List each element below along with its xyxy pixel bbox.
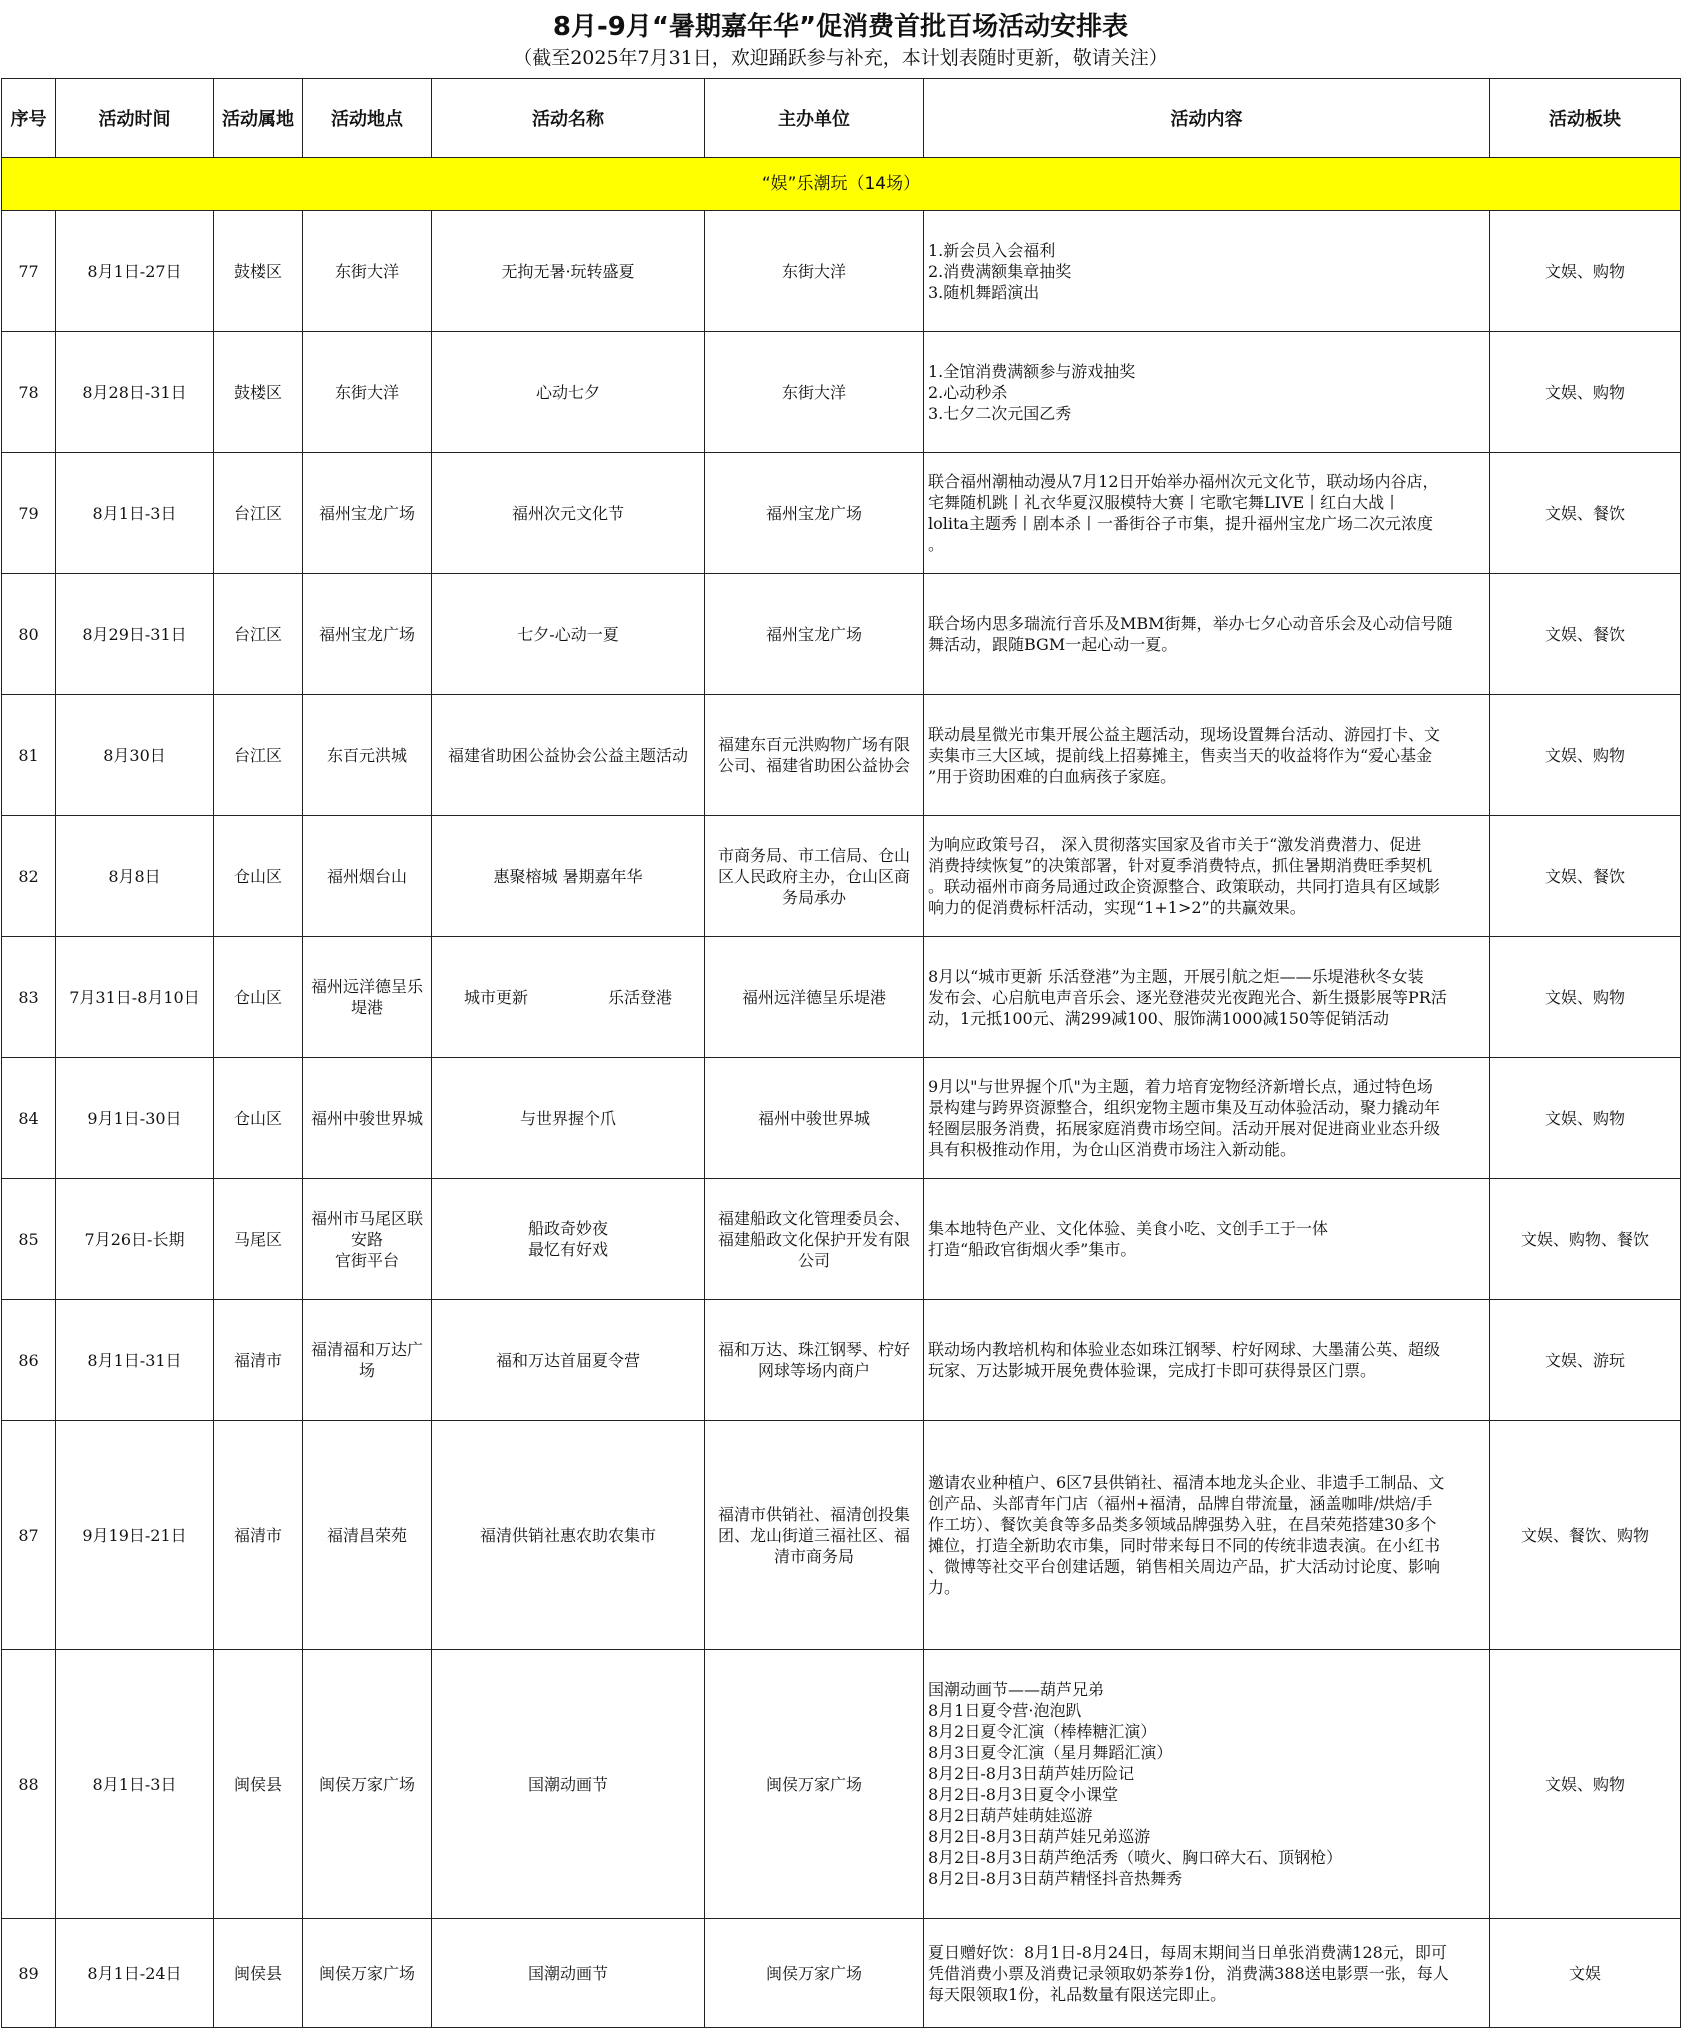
cell-content-line: 1.全馆消费满额参与游戏抽奖 bbox=[928, 361, 1136, 381]
cell-venue bbox=[303, 1421, 432, 1650]
cell-district: 闽侯县 bbox=[214, 1919, 303, 2028]
cell-content-line: 动，1元抵100元、满299减100、服饰满1000减150等促销活动 bbox=[928, 1008, 1390, 1028]
table-row bbox=[2, 937, 1681, 1058]
cell-venue-line: 闽侯万家广场 bbox=[318, 1963, 415, 1983]
cell-time: 8月1日-3日 bbox=[56, 453, 214, 574]
cell-name bbox=[432, 574, 705, 695]
cell-content-line: 8月2日-8月3日葫芦娃历险记 bbox=[928, 1764, 1135, 1783]
cell-venue bbox=[303, 937, 432, 1058]
section-title: “娱”乐潮玩（14场） bbox=[2, 158, 1681, 211]
header-row bbox=[2, 79, 1681, 158]
cell-content-line: 3.随机舞蹈演出 bbox=[928, 282, 1040, 302]
cell-venue-line: 福清福和万达广 bbox=[310, 1340, 423, 1359]
cell-content-line: 发布会、心启航电声音乐会、逐光登港荧光夜跑光合、新生摄影展等PR活 bbox=[928, 987, 1447, 1007]
cell-host bbox=[705, 1919, 924, 2028]
cell-district: 鼓楼区 bbox=[214, 332, 303, 453]
cell-host-line: 福清市供销社、福清创投集 bbox=[717, 1504, 910, 1524]
cell-name bbox=[432, 816, 705, 937]
cell-venue bbox=[303, 1919, 432, 2028]
cell-host bbox=[705, 332, 924, 453]
cell-name-line: 与世界握个爪 bbox=[519, 1108, 616, 1128]
cell-venue bbox=[303, 1179, 432, 1300]
cell-name bbox=[432, 937, 705, 1058]
cell-content-line: 凭借消费小票及消费记录领取奶茶券1份，消费满388送电影票一张，每人 bbox=[928, 1963, 1449, 1983]
cell-content-line: 8月以“城市更新 乐活登港”为主题，开展引航之炬——乐堤港秋冬女装 bbox=[928, 966, 1424, 986]
cell-content-line: 集本地特色产业、文化体验、美食小吃、文创手工于一体 bbox=[928, 1219, 1329, 1238]
cell-venue bbox=[303, 453, 432, 574]
cell-name bbox=[432, 1919, 705, 2028]
cell-no: 86 bbox=[2, 1300, 56, 1421]
table-row bbox=[2, 1919, 1681, 2028]
cell-content bbox=[924, 1919, 1490, 2028]
cell-category: 文娱、游玩 bbox=[1490, 1300, 1681, 1421]
cell-content-line: 宅舞随机跳丨礼衣华夏汉服模特大赛丨宅歌宅舞LIVE丨红白大战丨 bbox=[928, 493, 1401, 512]
cell-no: 83 bbox=[2, 937, 56, 1058]
cell-host bbox=[705, 1650, 924, 1919]
cell-name-line: 城市更新 乐活登港 bbox=[463, 987, 672, 1007]
cell-district: 台江区 bbox=[214, 574, 303, 695]
cell-content-line: 9月以"与世界握个爪"为主题，着力培育宠物经济新增长点，通过特色场 bbox=[928, 1077, 1433, 1096]
cell-content bbox=[924, 816, 1490, 937]
table-row bbox=[2, 695, 1681, 816]
cell-host-line: 福州远洋德呈乐堤港 bbox=[741, 987, 886, 1007]
cell-venue-line: 福州烟台山 bbox=[326, 866, 407, 886]
cell-venue-line: 福州远洋德呈乐 bbox=[310, 977, 423, 996]
cell-venue-line: 安路 bbox=[350, 1229, 383, 1249]
cell-category: 文娱、购物 bbox=[1490, 1058, 1681, 1179]
cell-category: 文娱、购物 bbox=[1490, 211, 1681, 332]
cell-content-line: 舞活动，跟随BGM一起心动一夏。 bbox=[928, 635, 1178, 654]
table-row bbox=[2, 1179, 1681, 1300]
cell-no: 81 bbox=[2, 695, 56, 816]
cell-name-line: 福和万达首届夏令营 bbox=[495, 1350, 640, 1370]
section-row bbox=[2, 158, 1681, 211]
cell-name bbox=[432, 1300, 705, 1421]
cell-name-line: 国潮动画节 bbox=[527, 1774, 608, 1794]
cell-time: 8月1日-31日 bbox=[56, 1300, 214, 1421]
cell-host bbox=[705, 574, 924, 695]
cell-time: 9月19日-21日 bbox=[56, 1421, 214, 1650]
table-row bbox=[2, 211, 1681, 332]
cell-content-line: 联动场内教培机构和体验业态如珠江钢琴、柠好网球、大墨蒲公英、超级 bbox=[928, 1340, 1441, 1359]
cell-host-line: 区人民政府主办，仓山区商 bbox=[717, 866, 910, 886]
cell-host bbox=[705, 1421, 924, 1650]
cell-host-line: 福建船政文化管理委员会、 bbox=[717, 1208, 910, 1228]
cell-venue-line: 东街大洋 bbox=[334, 382, 399, 402]
cell-no: 84 bbox=[2, 1058, 56, 1179]
cell-no: 88 bbox=[2, 1650, 56, 1919]
cell-time: 8月1日-3日 bbox=[56, 1650, 214, 1919]
cell-name-line: 惠聚榕城 暑期嘉年华 bbox=[493, 866, 643, 886]
cell-name bbox=[432, 211, 705, 332]
cell-district: 鼓楼区 bbox=[214, 211, 303, 332]
cell-content-line: 国潮动画节——葫芦兄弟 bbox=[928, 1680, 1105, 1699]
cell-content-line: 为响应政策号召， 深入贯彻落实国家及省市关于“激发消费潜力、促进 bbox=[928, 835, 1422, 854]
cell-content-line: 打造“船政官街烟火季”集市。 bbox=[928, 1240, 1137, 1259]
cell-content-line: 力。 bbox=[928, 1578, 961, 1597]
cell-name-line: 船政奇妙夜 bbox=[527, 1219, 608, 1238]
cell-content bbox=[924, 1058, 1490, 1179]
table-row bbox=[2, 1650, 1681, 1919]
cell-content-line: 作工坊）、餐饮美食等多品类多领域品牌强势入驻，在昌荣苑搭建30多个 bbox=[928, 1515, 1437, 1534]
cell-content bbox=[924, 332, 1490, 453]
cell-district: 福清市 bbox=[214, 1421, 303, 1650]
cell-content bbox=[924, 1421, 1490, 1650]
cell-name bbox=[432, 1179, 705, 1300]
cell-host-line: 东街大洋 bbox=[781, 382, 846, 402]
cell-content-line: 摊位，打造全新助农市集，同时带来每日不同的传统非遗表演。在小红书 bbox=[928, 1536, 1441, 1555]
cell-district: 仓山区 bbox=[214, 937, 303, 1058]
cell-host-line: 福州中骏世界城 bbox=[757, 1108, 870, 1128]
col-header-time: 活动时间 bbox=[56, 79, 214, 158]
cell-content bbox=[924, 574, 1490, 695]
cell-time: 8月8日 bbox=[56, 816, 214, 937]
cell-content-line: 联合福州潮柚动漫从7月12日开始举办福州次元文化节，联动场内谷店， bbox=[928, 472, 1439, 491]
cell-host-line: 网球等场内商户 bbox=[757, 1361, 870, 1380]
cell-content bbox=[924, 1650, 1490, 1919]
cell-venue-line: 福州中骏世界城 bbox=[310, 1108, 423, 1128]
cell-name-line: 福清供销社惠农助农集市 bbox=[479, 1525, 656, 1545]
cell-content-line: 8月3日夏令汇演（星月舞蹈汇演） bbox=[928, 1743, 1173, 1762]
cell-content bbox=[924, 1300, 1490, 1421]
cell-venue-line: 东百元洪城 bbox=[326, 745, 407, 765]
cell-category: 文娱 bbox=[1490, 1919, 1681, 2028]
schedule-table bbox=[1, 78, 1681, 2028]
cell-category: 文娱、购物 bbox=[1490, 332, 1681, 453]
cell-host-line: 东街大洋 bbox=[781, 261, 846, 281]
cell-venue bbox=[303, 695, 432, 816]
cell-content bbox=[924, 1179, 1490, 1300]
cell-host-line: 福和万达、珠江钢琴、柠好 bbox=[717, 1340, 910, 1359]
table-row bbox=[2, 1421, 1681, 1650]
cell-host-line: 福州宝龙广场 bbox=[765, 503, 862, 523]
cell-time: 9月1日-30日 bbox=[56, 1058, 214, 1179]
cell-district: 仓山区 bbox=[214, 816, 303, 937]
cell-category: 文娱、餐饮 bbox=[1490, 453, 1681, 574]
cell-content-line: lolita主题秀丨剧本杀丨一番街谷子市集，提升福州宝龙广场二次元浓度 bbox=[928, 514, 1433, 533]
cell-content-line: 邀请农业种植户、6区7县供销社、福清本地龙头企业、非遗手工制品、文 bbox=[928, 1473, 1445, 1492]
cell-content bbox=[924, 937, 1490, 1058]
table-row bbox=[2, 1300, 1681, 1421]
cell-host bbox=[705, 816, 924, 937]
cell-name bbox=[432, 332, 705, 453]
cell-host-line: 福建船政文化保护开发有限 bbox=[717, 1229, 910, 1249]
cell-content-line: 8月2日夏令汇演（棒棒糖汇演） bbox=[928, 1722, 1157, 1741]
cell-venue-line: 福清昌荣苑 bbox=[326, 1525, 407, 1545]
page-subtitle: （截至2025年7月31日，欢迎踊跃参与补充，本计划表随时更新，敬请关注） bbox=[513, 47, 1168, 69]
cell-category: 文娱、购物 bbox=[1490, 695, 1681, 816]
cell-district: 台江区 bbox=[214, 695, 303, 816]
cell-venue-line: 福州宝龙广场 bbox=[318, 503, 415, 523]
table-row bbox=[2, 1058, 1681, 1179]
cell-content-line: 每天限领取1份，礼品数量有限送完即止。 bbox=[928, 1984, 1227, 2004]
cell-content-line: 1.新会员入会福利 bbox=[928, 240, 1056, 260]
cell-name bbox=[432, 1058, 705, 1179]
cell-content-line: 夏日赠好饮：8月1日-8月24日，每周末期间当日单张消费满128元，即可 bbox=[928, 1942, 1447, 1962]
cell-content-line: 卖集市三大区域，提前线上招募摊主，售卖当天的收益将作为“爱心基金 bbox=[928, 745, 1433, 765]
col-header-content: 活动内容 bbox=[924, 79, 1490, 158]
cell-content bbox=[924, 211, 1490, 332]
cell-content-line: 响力的促消费标杆活动，实现“1+1>2”的共赢效果。 bbox=[928, 898, 1306, 917]
col-header-district: 活动属地 bbox=[214, 79, 303, 158]
cell-venue bbox=[303, 1650, 432, 1919]
cell-time: 8月30日 bbox=[56, 695, 214, 816]
cell-host-line: 福建东百元洪购物广场有限 bbox=[717, 735, 910, 754]
page-title: 8月-9月“暑期嘉年华”促消费首批百场活动安排表 bbox=[552, 12, 1129, 42]
cell-category: 文娱、购物、餐饮 bbox=[1490, 1179, 1681, 1300]
cell-host-line: 闽侯万家广场 bbox=[765, 1774, 862, 1794]
cell-name-line: 心动七夕 bbox=[535, 382, 600, 402]
cell-venue bbox=[303, 211, 432, 332]
cell-content-line: 8月2日-8月3日葫芦精怪抖音热舞秀 bbox=[928, 1869, 1183, 1888]
cell-content-line: 。 bbox=[928, 535, 945, 554]
cell-venue bbox=[303, 1300, 432, 1421]
cell-content-line: 联动晨星微光市集开展公益主题活动，现场设置舞台活动、游园打卡、文 bbox=[928, 724, 1441, 744]
cell-content-line: 8月2日-8月3日夏令小课堂 bbox=[928, 1785, 1119, 1804]
cell-no: 85 bbox=[2, 1179, 56, 1300]
col-header-host: 主办单位 bbox=[705, 79, 924, 158]
cell-venue bbox=[303, 574, 432, 695]
cell-content-line: 创产品、头部青年门店（福州+福清，品牌自带流量，涵盖咖啡/烘焙/手 bbox=[928, 1494, 1433, 1513]
cell-content-line: 3.七夕二次元国乙秀 bbox=[928, 403, 1072, 423]
cell-host bbox=[705, 1058, 924, 1179]
cell-content-line: 具有积极推动作用，为仓山区消费市场注入新动能。 bbox=[928, 1140, 1297, 1159]
cell-host bbox=[705, 695, 924, 816]
cell-no: 77 bbox=[2, 211, 56, 332]
cell-district: 台江区 bbox=[214, 453, 303, 574]
cell-name-line: 福建省助困公益协会公益主题活动 bbox=[447, 745, 688, 765]
cell-venue-line: 场 bbox=[358, 1361, 375, 1380]
cell-time: 8月29日-31日 bbox=[56, 574, 214, 695]
cell-host-line: 团、龙山街道三福社区、福 bbox=[717, 1525, 910, 1545]
cell-content-line: 2.心动秒杀 bbox=[928, 382, 1008, 402]
cell-no: 89 bbox=[2, 1919, 56, 2028]
col-header-venue: 活动地点 bbox=[303, 79, 432, 158]
title-block bbox=[0, 0, 1681, 78]
col-header-no: 序号 bbox=[2, 79, 56, 158]
cell-category: 文娱、餐饮 bbox=[1490, 816, 1681, 937]
cell-venue bbox=[303, 332, 432, 453]
cell-content-line: 消费持续恢复”的决策部署，针对夏季消费特点，抓住暑期消费旺季契机 bbox=[928, 856, 1433, 875]
cell-name-line: 福州次元文化节 bbox=[511, 503, 624, 523]
cell-venue-line: 福州宝龙广场 bbox=[318, 624, 415, 644]
cell-host bbox=[705, 937, 924, 1058]
cell-venue bbox=[303, 1058, 432, 1179]
cell-content bbox=[924, 695, 1490, 816]
cell-content-line: 8月2日葫芦娃萌娃巡游 bbox=[928, 1806, 1093, 1825]
cell-category: 文娱、购物 bbox=[1490, 937, 1681, 1058]
cell-no: 80 bbox=[2, 574, 56, 695]
cell-time: 7月26日-长期 bbox=[56, 1179, 214, 1300]
cell-host-line: 福州宝龙广场 bbox=[765, 624, 862, 644]
cell-host-line: 公司 bbox=[797, 1250, 830, 1270]
cell-content-line: 8月1日夏令营·泡泡趴 bbox=[928, 1701, 1082, 1720]
cell-venue bbox=[303, 816, 432, 937]
cell-host bbox=[705, 1179, 924, 1300]
cell-host bbox=[705, 211, 924, 332]
cell-time: 8月1日-24日 bbox=[56, 1919, 214, 2028]
col-header-category: 活动板块 bbox=[1490, 79, 1681, 158]
cell-district: 仓山区 bbox=[214, 1058, 303, 1179]
cell-name bbox=[432, 453, 705, 574]
cell-category: 文娱、餐饮 bbox=[1490, 574, 1681, 695]
cell-time: 8月1日-27日 bbox=[56, 211, 214, 332]
cell-no: 78 bbox=[2, 332, 56, 453]
col-header-name: 活动名称 bbox=[432, 79, 705, 158]
cell-venue-line: 福州市马尾区联 bbox=[310, 1208, 423, 1228]
cell-name-line: 国潮动画节 bbox=[527, 1963, 608, 1983]
cell-district: 马尾区 bbox=[214, 1179, 303, 1300]
cell-no: 79 bbox=[2, 453, 56, 574]
cell-no: 87 bbox=[2, 1421, 56, 1650]
cell-host-line: 市商务局、市工信局、仓山 bbox=[717, 845, 910, 865]
cell-content-line: 8月2日-8月3日葫芦绝活秀（喷火、胸口碎大石、顶钢枪） bbox=[928, 1848, 1343, 1867]
table-row bbox=[2, 453, 1681, 574]
cell-time: 7月31日-8月10日 bbox=[56, 937, 214, 1058]
cell-content-line: 。联动福州市商务局通过政企资源整合、政策联动，共同打造具有区域影 bbox=[928, 877, 1441, 896]
cell-content-line: 联合场内思多瑞流行音乐及MBM街舞，举办七夕心动音乐会及心动信号随 bbox=[928, 614, 1453, 633]
cell-venue-line: 堤港 bbox=[350, 998, 383, 1017]
cell-category: 文娱、购物 bbox=[1490, 1650, 1681, 1919]
cell-content bbox=[924, 453, 1490, 574]
table-row bbox=[2, 332, 1681, 453]
table-row bbox=[2, 574, 1681, 695]
cell-venue-line: 闽侯万家广场 bbox=[318, 1774, 415, 1794]
cell-host-line: 公司、福建省助困公益协会 bbox=[717, 756, 910, 775]
cell-host-line: 闽侯万家广场 bbox=[765, 1963, 862, 1983]
cell-district: 福清市 bbox=[214, 1300, 303, 1421]
cell-content-line: 8月2日-8月3日葫芦娃兄弟巡游 bbox=[928, 1827, 1151, 1846]
cell-content-line: ”用于资助困难的白血病孩子家庭。 bbox=[928, 766, 1177, 786]
cell-name bbox=[432, 695, 705, 816]
cell-district: 闽侯县 bbox=[214, 1650, 303, 1919]
cell-venue-line: 东街大洋 bbox=[334, 261, 399, 281]
cell-content-line: 玩家、万达影城开展免费体验课，完成打卡即可获得景区门票。 bbox=[928, 1361, 1377, 1380]
cell-content-line: 轻圈层服务消费，拓展家庭消费市场空间。活动开展对促进商业业态升级 bbox=[928, 1119, 1441, 1138]
cell-content-line: 、微博等社交平台创建话题，销售相关周边产品，扩大活动讨论度、影响 bbox=[928, 1557, 1441, 1576]
cell-content-line: 景构建与跨界资源整合，组织宠物主题市集及互动体验活动，聚力撬动年 bbox=[928, 1098, 1441, 1117]
cell-host bbox=[705, 1300, 924, 1421]
cell-venue-line: 官街平台 bbox=[334, 1250, 399, 1270]
cell-host-line: 务局承办 bbox=[781, 887, 846, 907]
table-row bbox=[2, 816, 1681, 937]
cell-name-line: 七夕-心动一夏 bbox=[517, 624, 619, 644]
cell-category: 文娱、餐饮、购物 bbox=[1490, 1421, 1681, 1650]
cell-host bbox=[705, 453, 924, 574]
cell-name bbox=[432, 1650, 705, 1919]
cell-name bbox=[432, 1421, 705, 1650]
cell-host-line: 清市商务局 bbox=[773, 1546, 854, 1566]
cell-name-line: 无拘无暑·玩转盛夏 bbox=[501, 261, 635, 281]
cell-time: 8月28日-31日 bbox=[56, 332, 214, 453]
cell-content-line: 2.消费满额集章抽奖 bbox=[928, 261, 1072, 281]
cell-no: 82 bbox=[2, 816, 56, 937]
cell-name-line: 最忆有好戏 bbox=[527, 1240, 608, 1259]
